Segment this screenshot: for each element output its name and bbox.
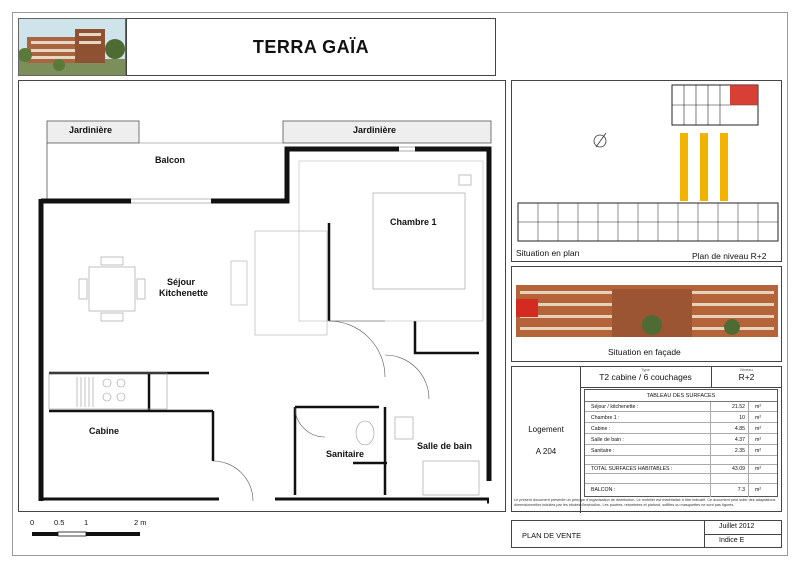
table-row — [585, 456, 777, 465]
facade-label: Situation en façade — [608, 347, 681, 357]
legal-notice: Le présent document présente un principe d'organisation de distribution. Le mobilier est matérialisé à titre indicatif. Ce document peut subir des adaptations dimensionnelles induites par les études d'exécution. Les poutres, retombées et plafond, soffites ou masquettes ne sont pas figurés. — [514, 498, 776, 507]
scale-tick-2: 2 m — [134, 518, 147, 527]
scale-bar — [28, 518, 168, 542]
situation-facade-panel — [511, 266, 782, 362]
balcon-label: Balcon — [155, 155, 186, 165]
situation-plan-drawing — [512, 81, 783, 263]
project-photo — [18, 18, 126, 76]
niveau-caption: Niveau — [740, 367, 753, 372]
chambre-label: Chambre 1 — [390, 217, 437, 227]
surface-table-title: TABLEAU DES SURFACES — [585, 390, 777, 402]
niveau-plan-label: Plan de niveau R+2 — [692, 251, 767, 261]
floor-plan — [18, 80, 506, 512]
info-divider — [580, 367, 581, 513]
table-row: Chambre 1 : 10 m² — [585, 414, 777, 423]
project-title: TERRA GAÏA — [126, 18, 496, 76]
doc-date: Juillet 2012 — [719, 523, 755, 530]
sanitaire-label: Sanitaire — [326, 449, 365, 459]
kitchenette-label: Kitchenette — [159, 288, 209, 298]
jardiniere-right-label: Jardinière — [353, 125, 397, 135]
sejour-label: Séjour — [167, 277, 196, 287]
type-separator — [580, 387, 781, 388]
doc-type-box — [511, 520, 705, 548]
cabine-label: Cabine — [89, 426, 120, 436]
doc-type: PLAN DE VENTE — [522, 531, 582, 540]
situation-plan-panel — [511, 80, 782, 262]
table-row-total: TOTAL SURFACES HABITABLES : 43.09 m² — [585, 465, 777, 474]
scale-tick-05: 0.5 — [54, 518, 65, 527]
situation-plan-label: Situation en plan — [516, 248, 580, 258]
table-row: Sanitaire : 2.35 m² — [585, 447, 777, 456]
table-row-balcon: BALCON : 7.3 m² — [591, 487, 762, 493]
jardiniere-left-label: Jardinière — [69, 125, 113, 135]
salle-de-bain-label: Salle de bain — [417, 441, 473, 451]
table-row: Séjour / kitchenette : 21.52 m² — [585, 403, 777, 412]
niveau-value: R+2 — [738, 372, 755, 382]
type-value: T2 cabine / 6 couchages — [599, 372, 692, 382]
table-row: Cabine : 4.85 m² — [585, 425, 777, 434]
date-index-box — [705, 520, 782, 548]
table-row — [585, 475, 777, 484]
doc-index: Indice E — [719, 537, 745, 544]
surface-table — [584, 389, 778, 497]
type-box — [580, 367, 712, 387]
table-row: Salle de bain : 4.37 m² — [585, 436, 777, 445]
scale-tick-0: 0 — [30, 518, 35, 527]
facade-drawing — [512, 267, 783, 343]
niveau-box — [712, 367, 781, 387]
logement-label: Logement — [528, 425, 564, 434]
logement-number: A 204 — [535, 447, 557, 456]
scale-tick-1: 1 — [84, 518, 89, 527]
type-caption: Type — [641, 367, 650, 372]
scale-graphic — [28, 530, 168, 540]
